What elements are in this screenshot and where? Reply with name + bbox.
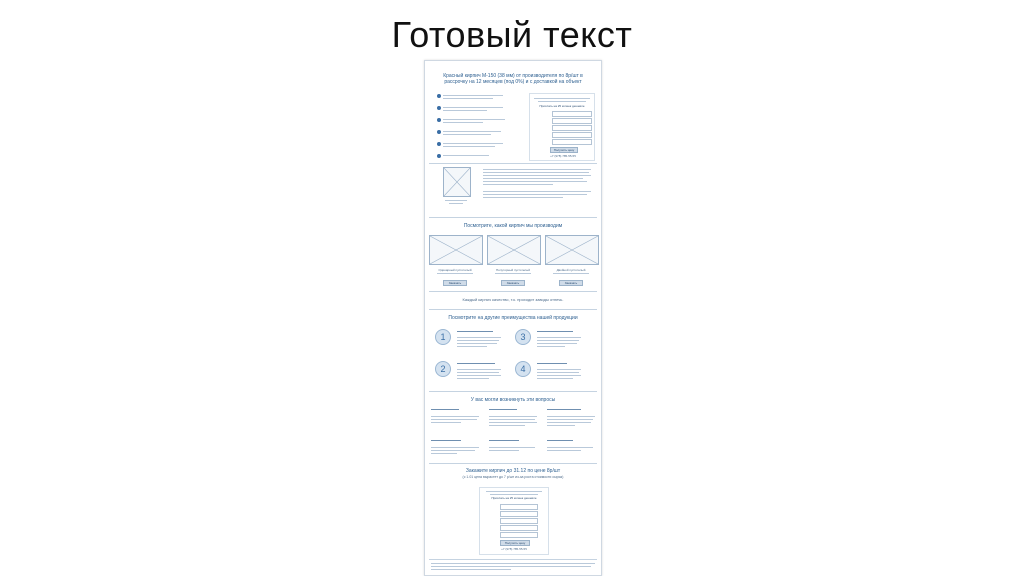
text-line (449, 203, 463, 204)
faq-question (431, 409, 459, 410)
product-caption: Одинарный пустотелый (438, 268, 472, 272)
lead-form (529, 93, 595, 161)
divider (429, 291, 597, 292)
text-line (537, 372, 579, 373)
product-image-placeholder (545, 235, 599, 265)
text-line (547, 416, 595, 417)
text-line (431, 419, 477, 420)
text-line (457, 375, 501, 376)
order-button[interactable]: Заказать (443, 280, 467, 286)
text-line (537, 378, 573, 379)
text-line (443, 134, 491, 135)
order-subheading: (с 1.01 цена вырастет до 7 р/шт из-за роста стоимости сырья) (462, 475, 564, 479)
text-line (483, 191, 591, 192)
get-price-button[interactable]: Получить цену (550, 147, 578, 153)
text-line (489, 419, 535, 420)
text-line (489, 450, 519, 451)
address-field[interactable] (552, 139, 592, 145)
text-line (443, 143, 503, 144)
text-line (538, 101, 586, 102)
slide-title: Готовый текст (391, 14, 633, 55)
text-line (443, 119, 505, 120)
phone-field[interactable] (500, 511, 538, 517)
advantages-heading: Посмотрите на другие преимущества нашей продукции (448, 315, 578, 321)
bullet-icon (437, 154, 441, 158)
text-line (483, 172, 589, 173)
text-line (431, 563, 595, 564)
text-line (483, 178, 583, 179)
text-line (457, 331, 493, 332)
text-line (483, 169, 591, 170)
divider (429, 463, 597, 464)
brick-select[interactable] (552, 125, 592, 131)
text-line (457, 372, 499, 373)
divider (429, 163, 597, 164)
divider (429, 391, 597, 392)
name-field[interactable] (500, 504, 538, 510)
brick-select[interactable] (500, 518, 538, 524)
bullet-icon (437, 94, 441, 98)
bullet-icon (437, 142, 441, 146)
text-line (553, 273, 589, 274)
product-caption: Полуторный пустотелый (495, 268, 531, 272)
advantage-number: 1 (435, 329, 451, 345)
bullet-icon (437, 106, 441, 110)
faq-question (547, 440, 573, 441)
product-image-placeholder (487, 235, 541, 265)
text-line (431, 447, 479, 448)
text-line (490, 494, 538, 495)
text-line (457, 343, 497, 344)
product-caption: Двойной пустотелый (556, 268, 586, 272)
faq-question (489, 409, 517, 410)
quality-note: Каждый кирпич качество, т.к. проходит заводы отпечь. (462, 297, 564, 302)
faq-question (547, 409, 581, 410)
text-line (483, 194, 587, 195)
faq-heading: У вас могли возникнуть эти вопросы (470, 397, 556, 403)
text-line (547, 422, 591, 423)
advantage-number: 4 (515, 361, 531, 377)
text-line (537, 346, 565, 347)
products-heading: Посмотрите, какой кирпич мы производим (463, 223, 563, 229)
divider (429, 309, 597, 310)
text-line (486, 491, 542, 492)
text-line (547, 419, 593, 420)
text-line (437, 273, 473, 274)
text-line (537, 340, 579, 341)
text-line (431, 569, 511, 570)
address-field[interactable] (500, 532, 538, 538)
advantage-number: 2 (435, 361, 451, 377)
text-line (431, 422, 461, 423)
text-line (443, 146, 495, 147)
mockup-headline: Красный кирпич М-150 (38 мм) от производителя по 8р/шт в рассрочку на 12 месяцев (под 0%) и с доставкой на объект (443, 73, 583, 85)
text-line (489, 422, 537, 423)
text-line (483, 181, 587, 182)
text-line (483, 175, 591, 176)
text-line (443, 131, 501, 132)
text-line (537, 337, 581, 338)
text-line (489, 416, 537, 417)
text-line (457, 378, 489, 379)
quantity-field[interactable] (552, 132, 592, 138)
quantity-field[interactable] (500, 525, 538, 531)
text-line (489, 425, 525, 426)
order-heading: Закажите кирпич до 31.12 по цене 8р/шт (465, 468, 561, 474)
text-line (537, 343, 577, 344)
text-line (445, 200, 467, 201)
form-phone: +7 (978) 785-55-55 (550, 154, 576, 158)
text-line (431, 416, 479, 417)
text-line (483, 184, 553, 185)
faq-question (489, 440, 519, 441)
divider (429, 217, 597, 218)
image-placeholder (443, 167, 471, 197)
text-line (457, 337, 501, 338)
text-line (537, 331, 573, 332)
form-title: Прислать на 25 копеек дешевле (491, 496, 537, 500)
text-line (537, 369, 581, 370)
advantage-number: 3 (515, 329, 531, 345)
text-line (547, 425, 575, 426)
bullet-icon (437, 130, 441, 134)
landing-page-mockup (424, 60, 602, 576)
order-button[interactable]: Заказать (501, 280, 525, 286)
text-line (443, 122, 483, 123)
text-line (443, 95, 503, 96)
get-price-button[interactable]: Получить цену (500, 540, 530, 546)
text-line (457, 363, 495, 364)
order-button[interactable]: Заказать (559, 280, 583, 286)
bottom-lead-form (479, 487, 549, 555)
product-image-placeholder (429, 235, 483, 265)
text-line (483, 197, 563, 198)
faq-question (431, 440, 461, 441)
text-line (431, 566, 591, 567)
form-title: Прислать на 25 копеек дешевле (539, 104, 585, 108)
text-line (457, 340, 499, 341)
text-line (547, 450, 581, 451)
text-line (495, 273, 531, 274)
form-phone: +7 (978) 785-55-55 (501, 547, 527, 551)
text-line (431, 453, 457, 454)
bullet-icon (437, 118, 441, 122)
phone-field[interactable] (552, 118, 592, 124)
text-line (489, 447, 535, 448)
text-line (537, 363, 567, 364)
text-line (457, 346, 487, 347)
text-line (457, 369, 501, 370)
text-line (443, 98, 493, 99)
text-line (534, 98, 590, 99)
text-line (443, 155, 489, 156)
text-line (443, 107, 503, 108)
text-line (537, 375, 581, 376)
text-line (443, 110, 487, 111)
text-line (431, 450, 475, 451)
divider (429, 559, 597, 560)
text-line (547, 447, 593, 448)
name-field[interactable] (552, 111, 592, 117)
